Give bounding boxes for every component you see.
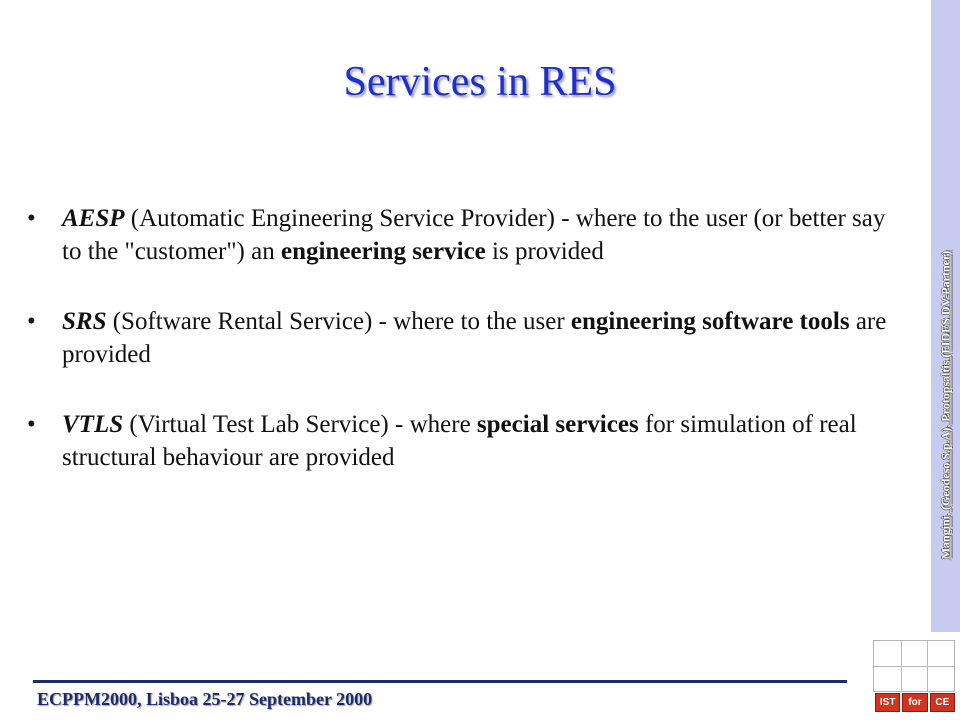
footer-conference: ECPPM2000, Lisboa 25-27 September 2000	[37, 689, 373, 709]
logo-grid-icon	[873, 640, 955, 692]
bullet-text: (Virtual Test Lab Service) - where	[123, 411, 477, 438]
footer-divider	[33, 680, 847, 683]
bullet-item-srs	[27, 305, 907, 371]
bullet-text: (Automatic Engineering Service Provider) - where to the user (or better say to the "customer") an	[62, 205, 886, 265]
bullet-text: for simulation of real structural behaviour are provided	[62, 411, 857, 471]
bullet-acronym: SRS	[62, 308, 107, 335]
slide-title: Services in RES	[343, 59, 617, 105]
bullet-text: (Software Rental Service) - where to the user	[106, 308, 571, 335]
logo-badge: IST	[875, 693, 900, 712]
bullet-dot-icon: •	[27, 411, 36, 438]
bullet-item-aesp	[27, 202, 907, 268]
sidebar-credit: Mangini, (Geodeso S.p.A), Protopsaltis (FIDES DV-Partner)	[938, 250, 953, 560]
logo-badge: CE	[930, 693, 955, 712]
bullet-bold-text: special services	[476, 411, 639, 438]
logo-badge: for	[902, 693, 927, 712]
bullet-acronym: AESP	[62, 205, 125, 232]
bullet-list	[27, 202, 907, 474]
bullet-dot-icon: •	[27, 308, 36, 335]
bullet-bold-text: engineering software tools	[570, 308, 850, 335]
bullet-item-vtls	[27, 408, 907, 474]
ist-for-ce-logo	[875, 693, 955, 712]
bullet-bold-text: engineering service	[280, 238, 486, 265]
bullet-acronym: VTLS	[62, 411, 124, 438]
bullet-dot-icon: •	[27, 205, 36, 232]
bullet-text: is provided	[485, 238, 604, 265]
bullet-text: are provided	[62, 308, 887, 368]
